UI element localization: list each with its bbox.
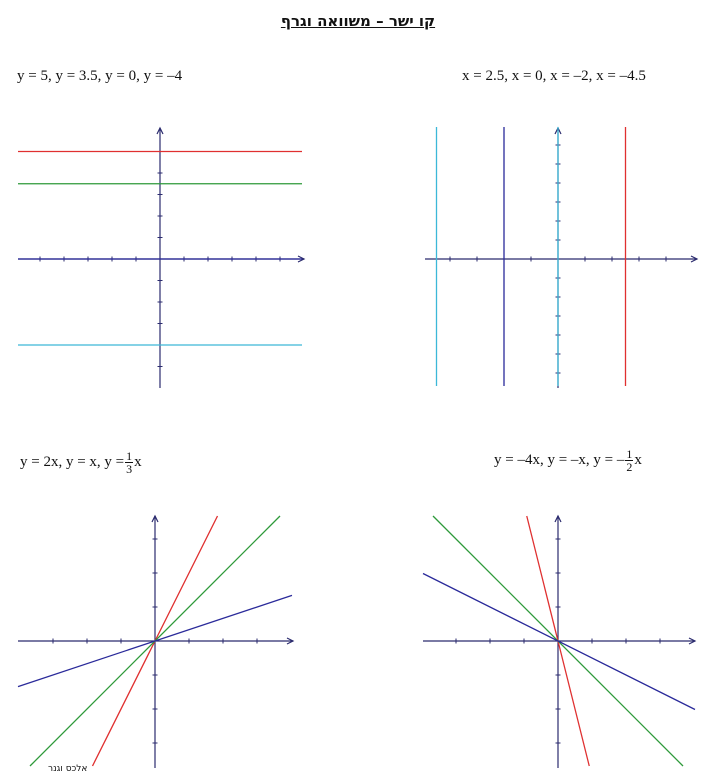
author-signature: אלכס וגנר bbox=[48, 764, 88, 774]
equation-horizontal-lines: y = 5, y = 3.5, y = 0, y = –4 bbox=[17, 68, 183, 84]
equation-positive-text: y = 2x, y = x, y = bbox=[20, 453, 125, 470]
equation-negative-text: y = –4x, y = –x, y = – bbox=[494, 451, 625, 468]
fraction-numerator: 1 bbox=[126, 449, 133, 463]
page-title: קו ישר – משוואה וגרף bbox=[280, 12, 436, 30]
equation-negative-x: x bbox=[634, 451, 642, 468]
fraction-numerator: 1 bbox=[626, 447, 633, 461]
fraction-denominator: 3 bbox=[126, 462, 133, 476]
fraction-denominator: 2 bbox=[626, 460, 633, 474]
equation-positive-x: x bbox=[134, 453, 142, 470]
equation-vertical-lines: x = 2.5, x = 0, x = –2, x = –4.5 bbox=[462, 68, 646, 84]
